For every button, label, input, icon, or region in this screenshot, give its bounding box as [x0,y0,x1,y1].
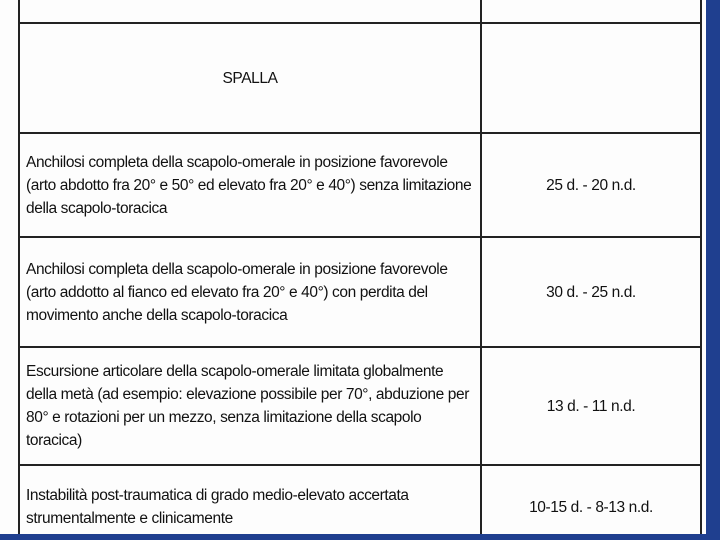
row-description: Escursione articolare della scapolo-omerale limitata globalmente della metà (ad esempio: elevazione possibile per 70°, abduzione per 80° e rotazioni per un mezzo, senza limitazione della scapolo toracica) [19,347,481,465]
frame-bottom-border [0,534,720,540]
frame-right-border [706,0,720,540]
row-value: 10-15 d. - 8-13 n.d. [481,465,701,540]
table-row [19,465,701,540]
empty-cell [481,0,701,23]
row-value: 30 d. - 25 n.d. [481,237,701,347]
row-description: Anchilosi completa della scapolo-omerale in posizione favorevole (arto abdotto fra 20° e 50° ed elevato fra 20° e 40°) senza limitazione della scapolo-toracica [19,133,481,237]
table-row [19,347,701,465]
empty-cell [481,23,701,133]
disability-table [18,0,702,540]
section-heading: SPALLA [19,23,481,133]
table-row [19,237,701,347]
empty-cell [19,0,481,23]
row-description: Anchilosi completa della scapolo-omerale in posizione favorevole (arto addotto al fianco ed elevato fra 20° e 40°) con perdita del movimento anche della scapolo-toracica [19,237,481,347]
section-heading-row [19,23,701,133]
table-row-top-partial [19,0,701,23]
row-description: Instabilità post-traumatica di grado medio-elevato accertata strumentalmente e clinicamente [19,465,481,540]
row-value: 13 d. - 11 n.d. [481,347,701,465]
row-value: 25 d. - 20 n.d. [481,133,701,237]
table-row [19,133,701,237]
